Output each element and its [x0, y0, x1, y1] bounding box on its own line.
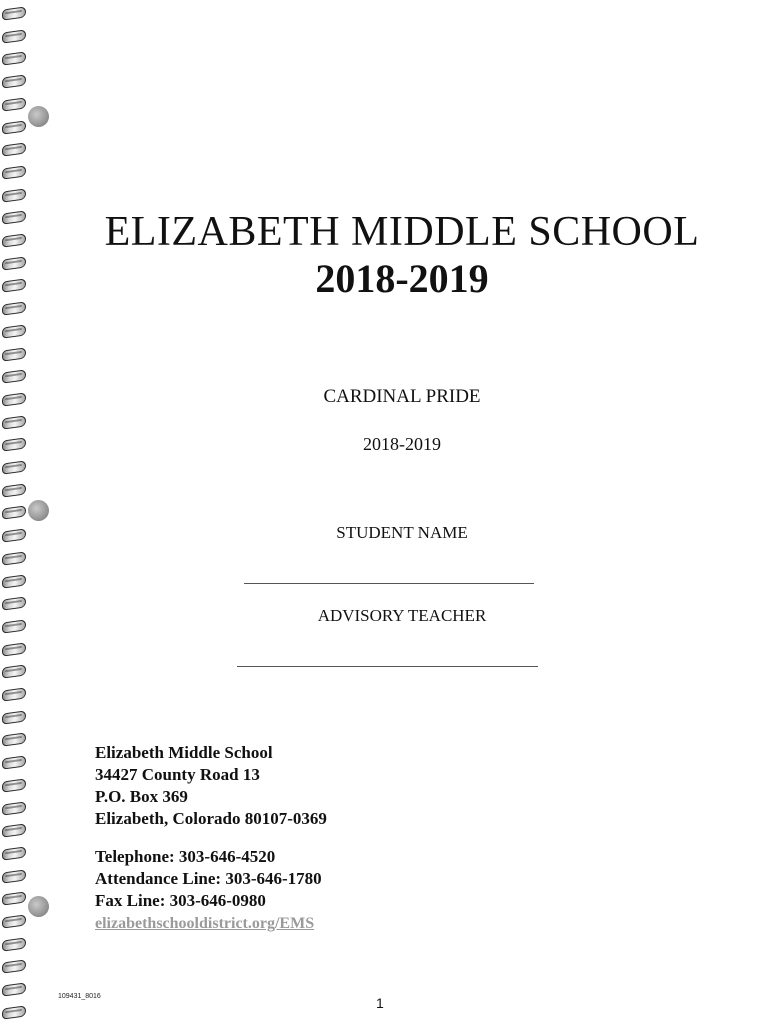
- punch-hole-icon: [28, 106, 49, 127]
- planner-subtitle: CARDINAL PRIDE: [323, 386, 481, 407]
- telephone-line: Telephone: 303-646-4520: [95, 847, 276, 866]
- binding-coil-icon: [2, 29, 26, 43]
- binding-coil-icon: [2, 710, 26, 724]
- binding-coil-icon: [2, 506, 26, 520]
- binding-coil-icon: [2, 642, 26, 656]
- binding-coil-icon: [2, 846, 26, 860]
- binding-coil-icon: [2, 415, 26, 429]
- binding-coil-icon: [2, 74, 26, 88]
- binding-coil-icon: [2, 460, 26, 474]
- binding-coil-icon: [2, 211, 26, 225]
- advisory-teacher-label: ADVISORY TEACHER: [317, 606, 487, 625]
- binding-coil-icon: [2, 52, 26, 66]
- school-title: ELIZABETH MIDDLE SCHOOL: [104, 209, 700, 255]
- school-address-block: [95, 742, 327, 935]
- fax-line: Fax Line: 303-646-0980: [95, 891, 266, 910]
- address-street: 34427 County Road 13: [95, 765, 260, 784]
- binding-coil-icon: [2, 438, 26, 452]
- binding-coil-icon: [2, 960, 26, 974]
- attendance-line: Attendance Line: 303-646-1780: [95, 869, 322, 888]
- binding-coil-icon: [2, 528, 26, 542]
- binding-coil-icon: [2, 301, 26, 315]
- binding-coil-icon: [2, 143, 26, 157]
- subtitle-year: 2018-2019: [363, 434, 441, 454]
- binding-coil-icon: [2, 6, 26, 20]
- binding-coil-icon: [2, 233, 26, 247]
- school-year: 2018-2019: [315, 256, 489, 301]
- student-name-line: [244, 583, 534, 584]
- binding-coil-icon: [2, 120, 26, 134]
- binding-coil-icon: [2, 869, 26, 883]
- punch-hole-icon: [28, 500, 49, 521]
- student-name-label: STUDENT NAME: [336, 523, 468, 542]
- binding-coil-icon: [2, 982, 26, 996]
- binding-coil-icon: [2, 551, 26, 565]
- binding-coil-icon: [2, 687, 26, 701]
- binding-coil-icon: [2, 347, 26, 361]
- school-website-link[interactable]: elizabethschooldistrict.org/EMS: [95, 915, 315, 932]
- binding-coil-icon: [2, 188, 26, 202]
- binding-coil-icon: [2, 914, 26, 928]
- binding-coil-icon: [2, 1005, 26, 1019]
- binding-coil-icon: [2, 801, 26, 815]
- binding-coil-icon: [2, 279, 26, 293]
- address-gap: [95, 830, 327, 846]
- binding-coil-icon: [2, 97, 26, 111]
- binding-coil-icon: [2, 619, 26, 633]
- binding-coil-icon: [2, 392, 26, 406]
- page-number: 1: [376, 995, 384, 1011]
- address-city: Elizabeth, Colorado 80107-0369: [95, 809, 327, 828]
- binding-coil-icon: [2, 665, 26, 679]
- address-name: Elizabeth Middle School: [95, 743, 273, 762]
- binding-coil-icon: [2, 892, 26, 906]
- footer-code: 109431_8016: [58, 993, 101, 1000]
- binding-coil-icon: [2, 324, 26, 338]
- binding-coil-icon: [2, 937, 26, 951]
- punch-hole-icon: [28, 896, 49, 917]
- advisory-teacher-line: [237, 666, 538, 667]
- binding-coil-icon: [2, 778, 26, 792]
- binding-coil-icon: [2, 755, 26, 769]
- binding-coil-icon: [2, 256, 26, 270]
- binding-coil-icon: [2, 733, 26, 747]
- binding-coil-icon: [2, 370, 26, 384]
- binding-coil-icon: [2, 824, 26, 838]
- binding-coil-icon: [2, 165, 26, 179]
- address-po-box: P.O. Box 369: [95, 787, 188, 806]
- binding-coil-icon: [2, 597, 26, 611]
- binding-coil-icon: [2, 574, 26, 588]
- binding-coil-icon: [2, 483, 26, 497]
